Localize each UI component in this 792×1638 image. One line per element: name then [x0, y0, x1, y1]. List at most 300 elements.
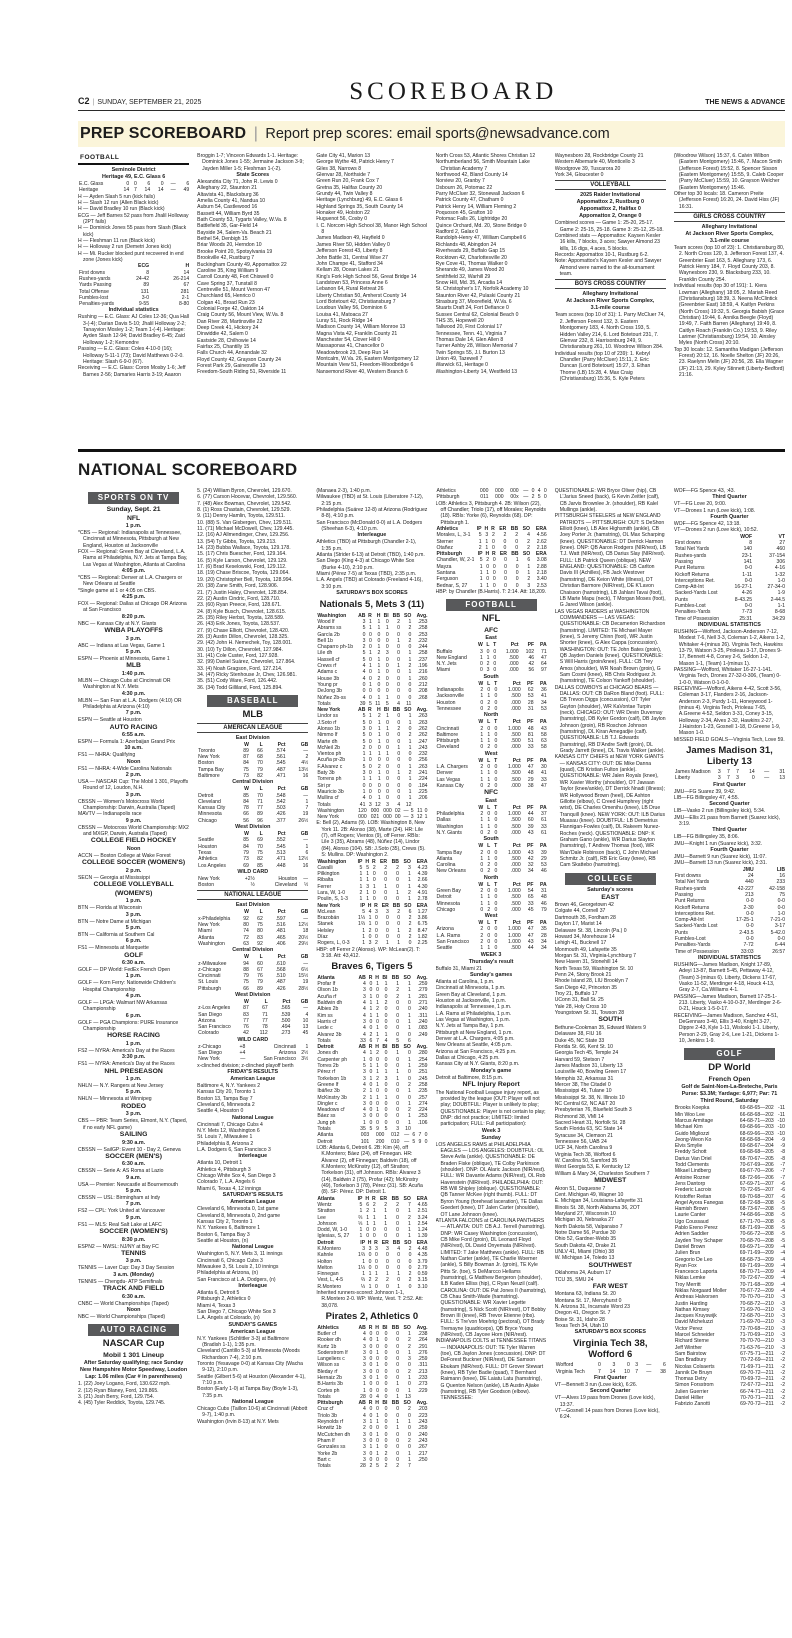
cell: — — [303, 747, 309, 754]
text-line: Philadelphia (Suárez 12-8) at Arizona (Rodríguez 8-8), 4:10 p.m. — [316, 507, 428, 520]
cell: 0 — [369, 631, 372, 638]
cell: Mikael Lindberg — [674, 1168, 711, 1175]
cell: 12 — [375, 801, 381, 808]
cell: Simon Forsstrom — [674, 1382, 714, 1389]
table-row — [316, 1406, 427, 1412]
cell: 10 — [302, 1017, 309, 1024]
cell: 1 — [362, 1119, 366, 1126]
cell: Thomas Detry — [674, 1376, 707, 1383]
text-line: Falls Church 44, Annandale 32 — [197, 350, 267, 357]
text-line: TENNIS — Chengdu- ATP Semifinals — [78, 1278, 163, 1285]
cell: 70-70-70—210 — [739, 1338, 774, 1345]
text-line: Glenvar 28, Northside 7 — [316, 172, 371, 179]
cell: 2 — [486, 661, 490, 668]
header-cell: SO — [522, 525, 530, 532]
cell: 5 — [384, 1125, 388, 1132]
text-line: 6. (77) Carson Hocevar, Chevrolet, 129.560. — [197, 494, 298, 501]
cell: 2 — [408, 1277, 412, 1284]
cell: 0 — [494, 829, 498, 836]
group-heading: SOCCER (MEN'S) — [105, 1152, 162, 1160]
subheading: Week 3 — [481, 1127, 501, 1134]
cell: Virginia Tech — [555, 1368, 585, 1375]
cell: 0 — [424, 1138, 428, 1145]
cell: Vest, L, 4-5 — [317, 1277, 344, 1284]
text-line: 5. (24) William Byron, Chevrolet, 129.670. — [197, 488, 292, 494]
cell: 1 — [368, 1283, 372, 1290]
cell: 0 — [494, 939, 498, 946]
text-line: Sherando 49, James Wood 20 — [435, 267, 505, 274]
group-heading: NHL PRESEASON — [104, 1067, 163, 1075]
cell: 3 — [612, 1362, 616, 1369]
cell: 0 — [385, 1252, 389, 1259]
cell: Ryan Fox — [674, 1262, 697, 1269]
cell: 0 — [376, 1406, 379, 1413]
cell: Fumbles-Lost — [674, 602, 706, 609]
cell: Miami — [436, 667, 451, 674]
header-cell: W — [244, 831, 249, 838]
cell: 0 — [408, 1252, 412, 1259]
cell: 0 — [480, 705, 484, 712]
header-cell: SO — [403, 1400, 411, 1407]
text-line: Loudoun Valley 56, Dominion 6 — [316, 305, 387, 312]
divider: | — [253, 125, 258, 142]
cell: 0 — [396, 1387, 400, 1394]
cell: 4 — [397, 1246, 401, 1252]
header-cell: LIB — [776, 866, 786, 873]
cell: 0 — [369, 669, 372, 676]
cell: 85 — [243, 837, 249, 844]
game-headline: Virginia Tech 38, Wofford 6 — [572, 1338, 648, 1360]
cell: 0-0 — [744, 577, 753, 584]
text-line: LIB—FG Billingsley 35, 8:06. — [673, 834, 739, 841]
cell: 1 — [362, 757, 366, 764]
cell: 66 — [257, 747, 263, 754]
subheading: 1 p.m. — [125, 523, 142, 529]
text-line: Baltimore 4, N.Y. Yankees 2 — [197, 1083, 261, 1090]
cell: 0 — [368, 744, 372, 751]
cell: -2 — [780, 1395, 786, 1402]
cell: -6 — [780, 1180, 786, 1187]
cell: 0 — [494, 731, 498, 738]
text-line: Lord Botetourt 42, Christiansburg 7 — [316, 298, 396, 305]
cell: 0 — [376, 1387, 379, 1394]
text-line: Harvard 59, Stetson 7 — [554, 1056, 605, 1063]
cell: -6 — [780, 1193, 786, 1200]
cell: Penalties-yards — [79, 301, 115, 308]
cell: Ibáñez 3b — [317, 1088, 340, 1095]
header-cell: L — [487, 881, 491, 888]
text-line: Sacred Heart 31, Norfolk St. 28 — [554, 1119, 626, 1126]
cell: .238 — [417, 1330, 428, 1337]
subheading: 5 p.m. — [125, 924, 142, 931]
cell: 42 — [243, 1030, 249, 1037]
cell: 0 — [408, 694, 412, 701]
cell: 2 — [362, 644, 366, 651]
cell: 0 — [368, 763, 372, 770]
cell: Acuña rf — [317, 993, 337, 1000]
cell: 2.79 — [417, 1264, 428, 1271]
cell: Triolo 3b — [317, 1412, 337, 1419]
text-line: Potomac Falls 26, Lightridge 20 — [435, 216, 508, 223]
cell: 2 — [372, 1201, 376, 1208]
text-line: L.A. Angels (TBD) at Colorado (Freeland 4-16), 3:10 p.m. — [316, 577, 423, 590]
prep-section — [78, 153, 785, 441]
cell: 1.000 — [505, 648, 519, 655]
text-line: FS2 — CPL: York United at Vancouver — [78, 1208, 166, 1215]
cell: 1 — [396, 890, 399, 896]
text-line: 14. (23) Bubba Wallace, Toyota, 129.178. — [197, 545, 291, 552]
header-cell: BB — [391, 1324, 400, 1331]
group-heading: COLLEGE VOLLEYBALL (WOMEN'S) — [93, 881, 174, 897]
subheading: Thursday's result — [468, 958, 514, 965]
cell: Cleveland — [198, 798, 221, 805]
text-line: Mercer 38, The Citadel 0 — [554, 1081, 611, 1088]
subheading: Noon — [126, 758, 141, 765]
cell: .500 — [510, 817, 521, 824]
cell: -2 — [780, 1363, 786, 1370]
cell: 1 — [377, 719, 381, 726]
text-line: Caroline 35, King William 9 — [197, 267, 259, 274]
cell: 0 — [385, 915, 389, 922]
cell: Stratton — [317, 1208, 336, 1215]
cell: 78 — [243, 805, 249, 812]
header-cell: SO — [403, 1324, 411, 1331]
cell: DeJong 3b — [317, 688, 342, 695]
cell: 1 — [362, 788, 366, 795]
cell: Wofford — [555, 1362, 574, 1369]
cell: .610 — [275, 960, 286, 967]
cell: 2 — [480, 811, 484, 818]
cell: 00 — [394, 814, 401, 821]
cell: .597 — [275, 915, 286, 922]
table-row — [316, 1451, 427, 1457]
text-line: Kansas City at N.Y. Giants, 8:20 p.m. — [435, 1061, 520, 1068]
text-line: Denver at L.A. Chargers, 4:05 p.m. — [435, 1036, 515, 1043]
text-line: Toronto (Yesavage 0-0) at Kansas City (Wacha 9-12), 2:10 p.m. — [197, 1361, 303, 1374]
cell: 3½ — [301, 1056, 309, 1063]
cell: 0 — [385, 656, 389, 663]
cell: .448 — [275, 862, 286, 869]
cell: 1 — [376, 1444, 379, 1451]
cell: 0-0 — [746, 936, 754, 943]
text-line: VT—Drones 2 run (Love kick), 10:52. — [673, 527, 758, 534]
cell: -10 — [777, 1124, 786, 1131]
cell: 1 — [397, 637, 400, 644]
cell: ½ — [250, 882, 255, 889]
cell: 61 — [541, 829, 547, 836]
text-line: H — Mi. Rucker blocked punt recovered in end zone (Jones kick) — [78, 250, 184, 264]
text-line: Boston 13, Tampa Bay 7 — [197, 1095, 253, 1102]
cell: 1 — [384, 883, 388, 890]
cell: 1 — [369, 681, 372, 688]
cell: 2 — [369, 1463, 373, 1470]
cell: Kurtz 1b — [317, 1343, 337, 1350]
cell: .243 — [417, 1419, 428, 1426]
cell: 0 — [376, 1119, 379, 1126]
cell: 0 — [396, 1368, 400, 1375]
cell: .263 — [417, 719, 428, 726]
cell: 0 — [384, 1425, 388, 1432]
text-line: Combined scores — Game 1: 25-20, 25-17. Game 2: 25-15, 25-18. Game 3: 25-12, 25-18. — [554, 220, 664, 233]
text-line: CBSSN — SailGP: Event 10 - Day 2, Geneva — [78, 1146, 181, 1153]
cell: .083 — [417, 1025, 428, 1032]
cell: 41 — [359, 801, 366, 808]
header-cell: R — [368, 1324, 373, 1331]
cell: 0 — [396, 1094, 400, 1101]
cell: 0 — [369, 1393, 373, 1400]
text-line: 18. (19) Chase Briscoe, Toyota, 129.064. — [197, 570, 290, 577]
cell: Wentz — [317, 1201, 332, 1208]
cell: García 2b — [317, 631, 340, 638]
cell: Pittsburgh — [436, 494, 460, 501]
subheading: WEEK 3 — [480, 951, 502, 958]
cell: 0 — [369, 675, 372, 682]
cell: 44 — [527, 945, 534, 952]
cell: 0.59 — [417, 1271, 428, 1278]
cell: 0-0 — [777, 936, 786, 943]
cell: — — [523, 494, 529, 501]
cell: Total Offense — [79, 288, 109, 295]
text-line: VT—Alves 19 pass from Drones (Love kick), 13:37. — [554, 1395, 655, 1408]
text-line: LOB: Atlanta 6, Detroit 6. 2B: Kim (4), off K.Montero; Báez (24), off Finnegan. HR: Álvarez (2), off Finnegan; Baldwin (18), off K.Montero; McKinstry (12), off Stratton; Torkelson (31), off Johnson. RBIs: Álvarez 3 (14), Baldwin 2 (75), Profar (42); McKinstry (49), Torkelson 3 (78), Pérez (31). SB: Acuña (8). SF: Pérez. DP: Detroit 1. — [316, 1144, 423, 1196]
cell: 1 — [397, 744, 401, 751]
text-line: Other top 30 locals: 18. Cameron Preite (Jefferson Forest) 16:20, 24. David Hiss (JF) 16:31. — [673, 191, 780, 210]
cell: 2.54 — [417, 1220, 428, 1227]
cell: 1 — [408, 1374, 411, 1381]
page-date: SUNDAY, SEPTEMBER 21, 2025 — [97, 99, 202, 106]
cell: Totals — [317, 1037, 331, 1044]
cell: 1 — [385, 1271, 389, 1278]
cell: 4 — [362, 669, 366, 676]
header-cell: W — [478, 757, 484, 764]
header-cell: PA — [539, 804, 547, 811]
cell: 2 — [408, 1437, 411, 1444]
cell: 1 — [487, 731, 491, 738]
cell: .240 — [417, 1018, 428, 1025]
cell: 1 — [480, 738, 484, 745]
cell: 7-21-0 — [770, 917, 786, 924]
cell: Kahnle — [317, 1252, 334, 1259]
cell: 0 — [486, 576, 490, 583]
cell: 6 — [369, 1037, 373, 1044]
text-line: Indianapolis at Tennessee, 1 p.m. — [435, 1004, 512, 1011]
cell: 69-69-71—209 — [739, 1243, 774, 1250]
cell: .500 — [510, 823, 521, 830]
cell: 2.51 — [417, 1208, 428, 1215]
cell: 0 — [397, 782, 401, 789]
cell: 0 — [515, 576, 519, 583]
stats-table — [197, 954, 308, 992]
cell: Díaz — [317, 934, 328, 941]
cell: 6 — [186, 181, 190, 187]
text-line: San Diego 7, Chicago White Sox 3 — [197, 1308, 276, 1315]
cell: 1 — [480, 945, 484, 952]
cell: 1 — [366, 896, 370, 903]
cell: 140 — [743, 546, 753, 553]
cell: 3.10 — [417, 1283, 428, 1290]
cell: Torrens ph — [317, 776, 342, 783]
cell: 0-0 — [744, 565, 753, 572]
cell: 2 — [397, 618, 400, 625]
text-line: HBP: off Ferrer 2 (Alonso). WP: McLean(2). T: 3:18. Att: 43,412. — [316, 946, 421, 960]
cell: 6-44 — [774, 942, 786, 949]
cell: 37 — [541, 811, 547, 818]
cell: 10 — [624, 1368, 630, 1375]
cell: 29 — [541, 855, 547, 862]
group-heading: FAR WEST — [592, 1282, 628, 1290]
header-cell: T — [494, 804, 498, 811]
cell: N.Y. Giants — [436, 829, 462, 836]
cell: 0 — [384, 1056, 388, 1063]
cell: 3 — [362, 1100, 366, 1107]
subheading: Heritage 49, E.C. Glass 6 — [101, 174, 166, 180]
subheading: SATURDAY'S RESULTS — [222, 1192, 283, 1199]
cell: 0 — [487, 849, 491, 856]
header-cell: Atlanta — [317, 974, 335, 981]
subheading: North — [483, 712, 499, 719]
cell: 2 — [305, 754, 309, 761]
cell: 2 — [408, 1246, 412, 1252]
cell: 0 — [369, 1437, 373, 1444]
cell: 0 — [384, 1412, 388, 1419]
cell: 1.000 — [507, 932, 521, 939]
cell: 0 — [408, 1006, 411, 1013]
header-cell: W — [478, 920, 484, 927]
cell: 3 — [362, 1349, 366, 1356]
section-bar: GOLF — [684, 1048, 775, 1060]
cell: 69-71-69—209 — [739, 1262, 774, 1269]
cell: 0 — [362, 631, 366, 638]
header-cell: PF — [527, 642, 535, 649]
cell: 0 — [487, 926, 491, 933]
cell: 1 — [305, 798, 309, 805]
cell: 0 — [396, 1227, 399, 1234]
cell: 0 — [503, 538, 507, 545]
cell: 0 — [372, 896, 376, 903]
cell: Liberty — [674, 775, 691, 782]
cell: 0 — [397, 1264, 401, 1271]
header-cell: R — [368, 1400, 373, 1407]
cell: 3 — [479, 648, 483, 655]
header-cell: IP — [357, 1195, 363, 1202]
cell: 0 — [384, 1437, 388, 1444]
cell: 7 — [635, 1368, 639, 1375]
subheading: Second Quarter — [709, 801, 750, 808]
cell: 0 — [384, 1018, 388, 1025]
cell: Athletics — [436, 488, 456, 494]
cell: 2 — [396, 987, 400, 994]
cell: 1.27 — [417, 908, 428, 915]
text-line: L.A. Rams at Philadelphia, 1 p.m. — [435, 1010, 512, 1017]
cell: Passing — [674, 891, 693, 898]
cell: 213 — [745, 891, 754, 898]
cell: 4 — [362, 694, 366, 701]
cell: z-Chicago — [198, 966, 222, 973]
header-cell: PF — [527, 719, 534, 726]
cell: -8 — [780, 1149, 786, 1156]
cell: 0 — [376, 1425, 379, 1432]
header-cell: ERA — [416, 1239, 428, 1246]
subheading: 3 p.m. — [125, 791, 142, 798]
stats-table — [197, 909, 308, 947]
cell: Tampa Bay — [198, 766, 224, 773]
cell: 88 — [243, 966, 249, 973]
header-cell: BB — [391, 858, 399, 865]
cell: 0 — [396, 1006, 400, 1013]
cell: 0 — [384, 1050, 388, 1057]
cell: 3 — [407, 864, 411, 871]
header-cell: W — [244, 909, 249, 916]
cell: 3 — [385, 650, 389, 657]
cell: 0 — [408, 1000, 411, 1007]
cell: 0 — [384, 1406, 388, 1413]
cell: 4 — [384, 1037, 388, 1044]
cell: 1 — [372, 883, 376, 890]
text-line: Strasburg 37, Moorefield, W.Va. 6 — [435, 298, 512, 305]
text-line: ESPN2 — NWSL: NJ/NY at Bay FC — [78, 1243, 159, 1250]
cell: 3 — [362, 1456, 366, 1463]
cell: 1 — [376, 1374, 379, 1381]
cell: 2 — [366, 1208, 370, 1215]
stats-table — [436, 681, 547, 712]
cell: 1 — [362, 927, 366, 934]
cell: 2 — [408, 934, 412, 941]
cell: First downs — [674, 540, 701, 547]
cell: 0 — [377, 744, 381, 751]
text-line: Deep Creek 41, Hickory 24 — [197, 324, 259, 331]
cell: 1 — [376, 1349, 379, 1356]
cell: 4.35 — [417, 1252, 428, 1259]
text-line: 29. (42) John H. Nemechek, Toy, 128.001. — [197, 640, 293, 647]
cell: 69-70-68—207 — [739, 1193, 774, 1200]
subheading: Alleghany Invitational — [701, 224, 758, 231]
cell: .268 — [417, 694, 428, 701]
cell: 02 — [394, 807, 401, 814]
cell: 74 — [243, 928, 249, 935]
cell: Detroit — [436, 894, 452, 901]
cell: .208 — [417, 688, 428, 695]
header-cell: ER — [380, 858, 388, 865]
text-line: John Battle 31, Central Wise 27 — [316, 254, 388, 261]
subheading: 1 p.m. — [125, 973, 142, 980]
text-line: Receiving — E.C. Glass: Coron Mosby 1-6; Jeff Barnes 2-56; Damaries Harris 3-19; Aaaron — [78, 365, 186, 378]
text-line: SECN — Georgia at Mississippi — [78, 874, 150, 881]
cell: Cavalli — [317, 864, 333, 871]
header-cell: Pct — [512, 920, 521, 927]
cell: 0 — [386, 719, 389, 726]
text-line: H — David Bradley 10 run (Black kick) — [78, 206, 165, 213]
cell: — — [403, 807, 409, 814]
cell: .500 — [508, 654, 519, 661]
subheading: WILD CARD — [237, 868, 269, 875]
cell: .251 — [417, 1069, 428, 1076]
cell: 3 — [362, 1374, 366, 1381]
cell: Seattle — [436, 945, 453, 952]
cell: 0 — [396, 1025, 400, 1032]
cell: 0 — [377, 788, 381, 795]
cell: 1 — [377, 644, 381, 651]
stats-table — [197, 831, 308, 869]
cell: New England — [436, 654, 467, 661]
cell: McCutchen dh — [317, 1431, 351, 1438]
text-line: BTN — Notre Dame at Michigan — [78, 918, 152, 925]
cell: 1 — [369, 1012, 373, 1019]
cell: Álvarez 3b — [317, 1031, 342, 1038]
cell: 1 — [369, 1000, 373, 1007]
cell: 0 — [368, 788, 372, 795]
header-cell: T — [494, 920, 498, 927]
cell: 1 — [407, 871, 411, 878]
